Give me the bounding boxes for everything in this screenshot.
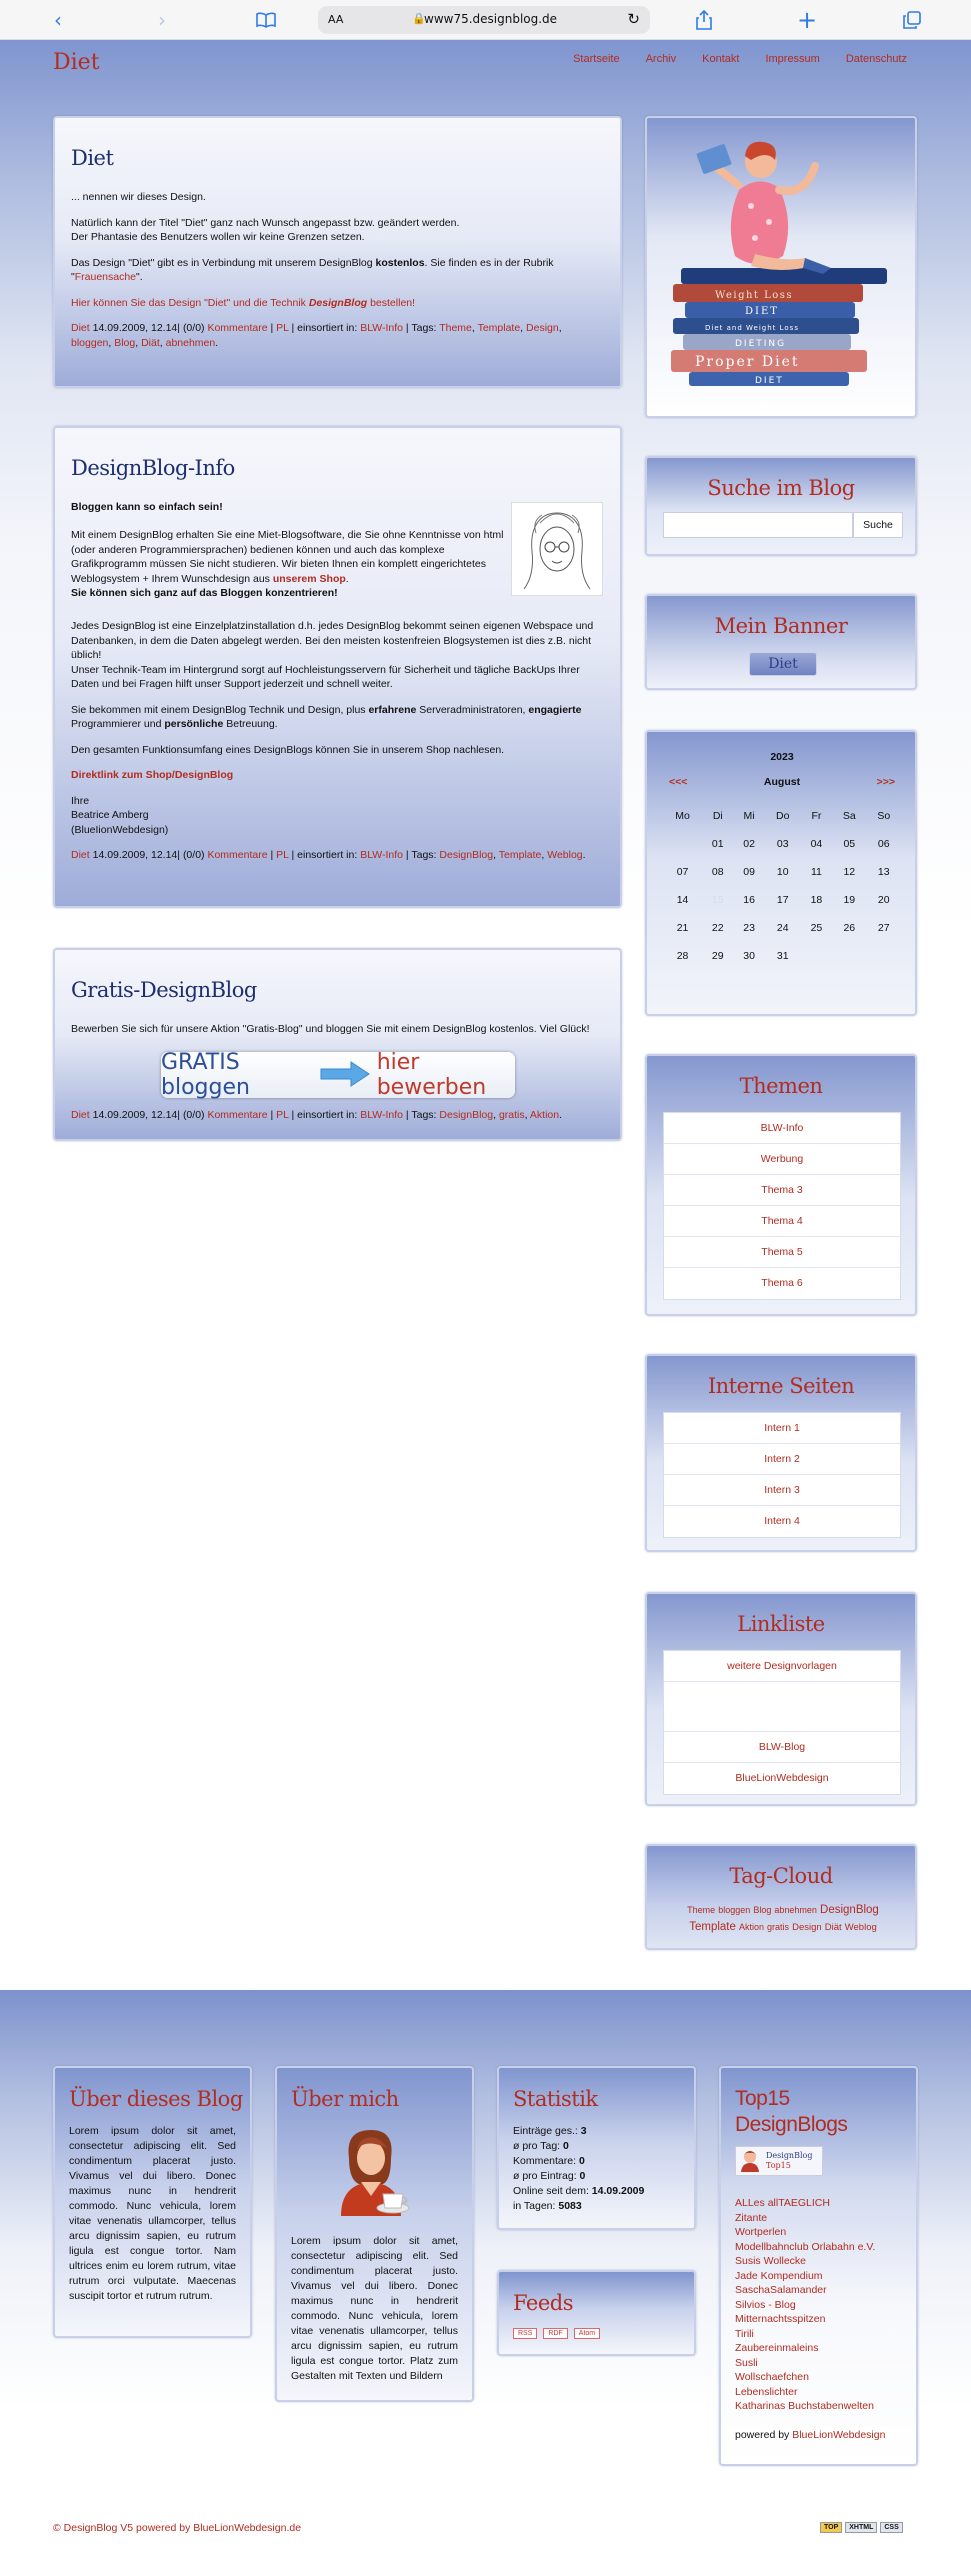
book-title: DIETING xyxy=(735,339,787,349)
weekday-label: Sa xyxy=(842,810,856,822)
post-body-3 xyxy=(71,619,601,863)
calendar-next-button[interactable]: >>> xyxy=(876,776,895,788)
calendar-day xyxy=(832,942,866,970)
nav-datenschutz[interactable]: Datenschutz xyxy=(845,53,907,65)
text-span: bestellen! xyxy=(367,296,416,309)
post-paragraph: ... nennen wir dieses Design. xyxy=(71,191,206,203)
text-span: Serveradministratoren, xyxy=(416,703,529,716)
top15-logo-line: DesignBlog xyxy=(766,2151,813,2160)
tag-link[interactable]: abnehmen xyxy=(165,336,216,349)
top15-item[interactable]: Tirili xyxy=(735,2327,754,2340)
post-title[interactable]: Diet xyxy=(71,146,114,170)
calendar-month-row xyxy=(663,768,901,796)
about-blog-panel xyxy=(53,2066,252,2338)
stat-row xyxy=(513,2154,688,2169)
back-chevron-icon[interactable]: ‹ xyxy=(54,8,62,32)
post-body xyxy=(71,190,601,350)
top15-item[interactable]: Susis Wollecke xyxy=(735,2255,806,2267)
tag-link[interactable]: Template xyxy=(477,322,521,334)
nav-kontakt[interactable]: Kontakt xyxy=(702,53,740,65)
calendar-month: August xyxy=(763,776,801,788)
hero-illustration-panel xyxy=(645,116,917,418)
tag-cloud xyxy=(655,1902,911,1936)
meta-category-prefix: | einsortiert in: xyxy=(291,849,358,861)
themen-item[interactable]: Thema 6 xyxy=(761,1277,803,1289)
sketch-portrait-image xyxy=(511,502,603,596)
calendar-week xyxy=(663,858,901,886)
book-title: Proper Diet xyxy=(695,354,800,370)
stat-value: 0 xyxy=(579,2170,586,2182)
post-body-2 xyxy=(71,528,509,612)
post-paragraph: Den gesamten Funktionsumfang eines DesignBlogs können Sie in unserem Shop nachlesen. xyxy=(71,743,505,756)
tag-link[interactable]: bloggen xyxy=(71,336,109,349)
cloud-tag[interactable]: abnehmen xyxy=(774,1905,817,1915)
calendar-day: 19 xyxy=(843,894,856,906)
calendar-day: 30 xyxy=(743,950,755,962)
site-brand[interactable]: Diet xyxy=(53,50,100,75)
post-diet xyxy=(53,116,622,388)
cloud-tag[interactable]: DesignBlog xyxy=(820,1904,879,1916)
avatar-woman-coffee-image xyxy=(331,2124,415,2220)
calendar-day: 13 xyxy=(877,866,890,878)
stats-panel xyxy=(497,2066,696,2230)
post-paragraph: Natürlich kann der Titel "Diet" ganz nach Wunsch angepasst bzw. geändert werden. xyxy=(71,216,460,229)
themen-list xyxy=(663,1112,901,1300)
browser-toolbar xyxy=(0,0,971,40)
banner-badge-text: Diet xyxy=(768,656,798,672)
top15-item[interactable]: Wollschaefchen xyxy=(735,2371,809,2383)
calendar-week xyxy=(663,886,901,914)
text-span: . xyxy=(345,572,349,585)
top-badge[interactable]: TOP xyxy=(820,2522,842,2533)
text-span: Mit einem DesignBlog erhalten Sie eine Miet-Blogsoftware, die Sie ohne Kenntnisse von html (oder anderen Programmiersprachen) bedienen können und auch das komplexe Grafikprogramm müssen Sie nicht studieren. Wir bieten Ihnen ein komplett eingerichtetes Weblogsystem + Ihrem Wunschdesign aus xyxy=(71,529,504,585)
post-paragraph xyxy=(71,256,601,285)
xhtml-badge[interactable]: XHTML xyxy=(845,2522,877,2533)
post-paragraph: Jedes DesignBlog ist eine Einzelplatzinstallation d.h. jedes DesignBlog bekommt seinen eigenen Webspace und Datenbanken, in dem die Daten abgelegt werden. Bei den meisten kostenfreien Blogsystemen ist dies z.B. nicht üblich! xyxy=(71,620,594,661)
calendar-day xyxy=(663,830,702,858)
weekday-label: Mi xyxy=(743,810,755,822)
calendar-day: 27 xyxy=(877,922,890,934)
shop-link[interactable]: unserem Shop xyxy=(272,572,346,585)
meta-date: 14.09.2009, 12.14 xyxy=(92,322,178,334)
tag-link[interactable]: Theme xyxy=(439,322,472,334)
top15-logo[interactable] xyxy=(735,2146,823,2176)
calendar-day: 12 xyxy=(843,866,856,878)
stat-value: 3 xyxy=(580,2125,587,2137)
about-me-panel xyxy=(275,2066,474,2402)
designblog-emphasis: DesignBlog xyxy=(308,296,368,309)
cloud-tag[interactable]: Diät xyxy=(824,1922,842,1933)
meta-author-link[interactable]: Diet xyxy=(71,849,90,861)
nav-impressum[interactable]: Impressum xyxy=(765,53,820,65)
link-item[interactable]: weitere Designvorlagen xyxy=(727,1660,837,1672)
stat-label: in Tagen: xyxy=(513,2200,556,2212)
top15-logo-text xyxy=(766,2151,812,2171)
calendar-day: 17 xyxy=(776,894,789,906)
weekday-label: Fr xyxy=(811,810,822,822)
feeds-panel xyxy=(497,2270,696,2356)
link-list xyxy=(663,1650,901,1795)
top15-title-line: Top15 xyxy=(735,2087,790,2110)
calendar-weekdays xyxy=(663,802,901,830)
post-paragraph: Bewerben Sie sich für unsere Aktion "Gratis-Blog" und bloggen Sie mit einem DesignBlog kostenlos. Viel Glück! xyxy=(71,1023,590,1035)
widget-title: Suche im Blog xyxy=(707,476,855,500)
meta-permalink[interactable]: PL xyxy=(276,322,289,334)
linkliste-widget xyxy=(645,1592,917,1806)
share-icon[interactable] xyxy=(690,6,718,34)
gratis-banner[interactable] xyxy=(161,1052,515,1098)
validator-badges xyxy=(820,2522,903,2533)
calendar-day: 26 xyxy=(843,922,856,934)
order-link[interactable] xyxy=(71,296,601,311)
themen-item[interactable]: Thema 5 xyxy=(761,1246,803,1258)
bookmarks-book-icon[interactable] xyxy=(252,6,280,34)
meta-comments-link[interactable]: Kommentare xyxy=(207,849,268,861)
meta-permalink[interactable]: PL xyxy=(276,1109,289,1121)
meta-comment-count: (0/0) xyxy=(182,1109,205,1121)
tag-link[interactable]: Design xyxy=(526,322,559,334)
meta-permalink[interactable]: PL xyxy=(276,849,289,861)
css-badge[interactable]: CSS xyxy=(880,2522,902,2533)
book-title: Diet and Weight Loss xyxy=(705,324,799,332)
new-tab-plus-icon[interactable]: + xyxy=(796,6,818,34)
stat-row xyxy=(513,2124,688,2139)
bold-text: Sie können sich ganz auf das Bloggen konzentrieren! xyxy=(71,587,338,599)
calendar-widget xyxy=(645,730,917,1016)
top15-item[interactable]: SaschaSalamander xyxy=(735,2284,827,2296)
text-span: . Sie finden es in der Rubrik " xyxy=(71,256,554,283)
calendar-day: 29 xyxy=(711,950,724,962)
calendar-week xyxy=(663,914,901,942)
signature xyxy=(71,794,601,838)
calendar-day: 02 xyxy=(743,838,755,850)
text-size-button[interactable]: AA xyxy=(328,13,344,26)
text-span: Hier können Sie das Design "Diet" und die Technik xyxy=(71,296,309,309)
weekday-label: Di xyxy=(712,810,723,822)
text-span: Das Design "Diet" gibt es in Verbindung mit unserem DesignBlog xyxy=(71,256,376,269)
about-text: Lorem ipsum dolor sit amet, consectetur adipiscing elit. Sed condimentum placerat justo. Vivamus vel dui libero. Donec maximus nunc in hendrerit commodo. Nunc vehicula, lorem vitae venenatis ullamcorper, tellus arcu dignissim sapien, eu rutrum ligula est congue tortor. Nam ultrices enim eu lorem rutrum, vitae rutrum orci vulputate. Maecenas suscipit tortor et rutrum rutrum. xyxy=(69,2125,236,2302)
stat-label: Online seit dem: xyxy=(513,2185,589,2197)
intern-item[interactable]: Intern 4 xyxy=(764,1515,800,1527)
calendar-day: 25 xyxy=(810,922,823,934)
stat-row xyxy=(513,2139,688,2154)
bold-kostenlos: kostenlos xyxy=(375,256,425,269)
calendar-day: 22 xyxy=(711,922,724,934)
search-button[interactable]: Suche xyxy=(853,512,903,538)
meta-category-prefix: | einsortiert in: xyxy=(291,1109,358,1121)
calendar-day: 18 xyxy=(810,894,823,906)
banner-left-text: GRATIS bloggen xyxy=(161,1050,250,1100)
book-title: DIET xyxy=(745,306,779,317)
calendar-day: 06 xyxy=(877,838,890,850)
footer-title: Feeds xyxy=(513,2291,573,2315)
tag-link[interactable]: Blog xyxy=(114,336,136,349)
calendar-day: 01 xyxy=(711,838,724,850)
top15-item[interactable]: Jade Kompendium xyxy=(735,2269,823,2282)
post-meta: Diet 14.09.2009, 12.14| (0/0) Kommentare | PL | einsortiert in: BLW-Info | Tags: Theme, Template, Design, bloggen, Blog, Diät, abnehmen. xyxy=(71,322,562,349)
reload-icon[interactable]: ↻ xyxy=(627,10,640,28)
post-body xyxy=(71,500,509,526)
top15-item[interactable]: Lebenslichter xyxy=(735,2385,798,2398)
top15-item[interactable]: Silvios - Blog xyxy=(735,2298,796,2311)
stat-label: ø pro Tag: xyxy=(513,2140,561,2152)
top15-item[interactable]: Zaubereinmaleins xyxy=(735,2342,819,2354)
tag-link[interactable]: Weblog xyxy=(547,849,583,861)
book-title: DIET xyxy=(755,376,784,386)
calendar-day: 28 xyxy=(676,950,689,962)
book-title: Weight Loss xyxy=(715,290,794,301)
post-title[interactable]: Gratis-DesignBlog xyxy=(71,978,257,1002)
bold-text: erfahrene xyxy=(368,703,417,716)
stat-row xyxy=(513,2169,688,2184)
text-span: Sie bekommen mit einem DesignBlog Technik und Design, plus xyxy=(71,703,369,716)
meta-comments-link[interactable]: Kommentare xyxy=(207,322,268,334)
meta-category-link[interactable]: BLW-Info xyxy=(360,1109,403,1121)
calendar-prev-button[interactable]: <<< xyxy=(669,776,688,788)
footer-title: Statistik xyxy=(513,2087,598,2111)
meta-category-link[interactable]: BLW-Info xyxy=(360,322,403,334)
themen-item[interactable]: Werbung xyxy=(760,1153,804,1165)
text-span: ". xyxy=(136,271,143,283)
tag-cloud-widget xyxy=(645,1844,917,1950)
rss-feed-button[interactable]: RSS xyxy=(513,2328,537,2339)
intern-widget xyxy=(645,1354,917,1552)
meta-date: 14.09.2009, 12.14 xyxy=(92,849,178,861)
post-lead: Bloggen kann so einfach sein! xyxy=(71,501,223,513)
tabs-overview-icon[interactable] xyxy=(898,6,926,34)
arrow-right-icon xyxy=(319,1060,371,1091)
search-input[interactable] xyxy=(663,512,853,538)
calendar-day: 09 xyxy=(743,866,755,878)
calendar-day: 31 xyxy=(776,950,789,962)
meta-category-link[interactable]: BLW-Info xyxy=(360,849,403,861)
top15-item[interactable]: ALLes allTAEGLICH xyxy=(735,2197,830,2209)
search-widget xyxy=(645,456,917,556)
url-text: www75.designblog.de xyxy=(424,12,558,26)
powered-by-link[interactable]: BlueLionWebdesign xyxy=(792,2428,886,2441)
meta-category-prefix: | einsortiert in: xyxy=(291,322,358,334)
post-meta: Diet 14.09.2009, 12.14| (0/0) Kommentare | PL | einsortiert in: BLW-Info | Tags: DesignBlog, Template, Weblog. xyxy=(71,849,586,861)
nav-startseite[interactable]: Startseite xyxy=(573,53,620,65)
calendar-week xyxy=(663,830,901,858)
calendar-day: 04 xyxy=(810,838,823,850)
cloud-tag[interactable]: bloggen xyxy=(718,1905,751,1915)
calendar-day: 24 xyxy=(776,922,789,934)
bold-text: engagierte xyxy=(528,703,582,716)
calendar-day: 03 xyxy=(776,838,789,850)
calendar xyxy=(663,746,901,970)
calendar-year: 2023 xyxy=(770,751,794,763)
meta-author-link[interactable]: Diet xyxy=(71,1109,90,1121)
top-navigation xyxy=(573,53,907,65)
woman-on-books-illustration xyxy=(655,126,911,410)
post-title[interactable]: DesignBlog-Info xyxy=(71,456,235,480)
calendar-day: 05 xyxy=(843,838,856,850)
widget-title: Tag-Cloud xyxy=(729,1864,833,1888)
banner-badge[interactable] xyxy=(749,652,817,676)
meta-tags-prefix: | Tags: xyxy=(405,1109,437,1121)
footer-title xyxy=(735,2086,847,2138)
cloud-tag[interactable]: Blog xyxy=(753,1905,772,1915)
stat-label: ø pro Eintrag: xyxy=(513,2170,577,2182)
link-item[interactable]: BlueLionWebdesign xyxy=(735,1772,829,1784)
intern-item[interactable]: Intern 3 xyxy=(764,1484,800,1496)
calendar-day: 10 xyxy=(776,866,789,878)
themen-item[interactable]: Thema 3 xyxy=(761,1184,803,1196)
calendar-day: 16 xyxy=(743,894,755,906)
meta-tags-prefix: | Tags: xyxy=(405,322,437,334)
calendar-day xyxy=(801,942,832,970)
top15-item[interactable]: Mitternachtsspitzen xyxy=(735,2313,826,2325)
meta-date: 14.09.2009, 12.14 xyxy=(92,1109,178,1121)
meta-comments-link[interactable]: Kommentare xyxy=(207,1109,268,1121)
top15-item[interactable]: Modellbahnclub Orlabahn e.V. xyxy=(735,2240,876,2253)
signature-line: Beatrice Amberg xyxy=(71,809,149,821)
calendar-day: 20 xyxy=(877,894,890,906)
intern-list xyxy=(663,1412,901,1538)
atom-feed-button[interactable]: Atom xyxy=(574,2328,600,2339)
banner-widget xyxy=(645,594,917,690)
themen-item[interactable]: Thema 4 xyxy=(761,1215,803,1227)
themen-item[interactable]: BLW-Info xyxy=(760,1122,804,1134)
rdf-feed-button[interactable]: RDF xyxy=(543,2328,567,2339)
link-item[interactable]: BLW-Blog xyxy=(758,1741,806,1753)
cloud-tag[interactable]: Weblog xyxy=(844,1922,877,1933)
address-bar[interactable] xyxy=(318,6,650,34)
post-paragraph: Der Phantasie des Benutzers wollen wir keine Grenzen setzen. xyxy=(71,231,365,243)
signature-line: Ihre xyxy=(71,794,90,807)
widget-title: Themen xyxy=(739,1074,823,1098)
weekday-label: Do xyxy=(776,810,790,822)
stat-label: Kommentare: xyxy=(513,2155,577,2167)
cloud-tag[interactable]: Design xyxy=(792,1922,822,1933)
calendar-day: 07 xyxy=(676,866,689,878)
cloud-tag[interactable]: Theme xyxy=(687,1905,716,1915)
copyright-link[interactable]: © DesignBlog V5 powered by BlueLionWebdesign.de xyxy=(53,2522,302,2534)
meta-tags-prefix: | Tags: xyxy=(405,849,437,861)
post-designblog-info xyxy=(53,426,622,908)
post-paragraph xyxy=(71,703,601,732)
top15-avatar-icon xyxy=(738,2148,762,2175)
nav-archiv[interactable]: Archiv xyxy=(645,53,677,65)
top15-panel xyxy=(719,2066,918,2466)
top15-item[interactable]: Zitante xyxy=(735,2211,768,2224)
calendar-day: 11 xyxy=(810,866,822,878)
top15-title-line: DesignBlogs xyxy=(735,2113,848,2136)
calendar-day: 08 xyxy=(711,866,724,878)
meta-comment-count: (0/0) xyxy=(182,849,205,861)
feed-buttons xyxy=(513,2328,600,2339)
text-span: Betreuung. xyxy=(223,718,278,730)
cloud-tag[interactable]: Aktion xyxy=(738,1922,764,1932)
intern-item[interactable]: Intern 2 xyxy=(764,1453,800,1465)
cloud-tag[interactable]: gratis xyxy=(767,1922,790,1932)
banner-right-text: hier bewerben xyxy=(376,1050,487,1100)
calendar-week xyxy=(663,942,901,970)
weekday-label: Mo xyxy=(675,810,690,822)
forward-chevron-icon[interactable]: › xyxy=(158,8,166,32)
calendar-day-today: 15 xyxy=(711,894,724,906)
bold-text: persönliche xyxy=(164,718,224,730)
post-meta: Diet 14.09.2009, 12.14| (0/0) Kommentare | PL | einsortiert in: BLW-Info | Tags: DesignBlog, gratis, Aktion. xyxy=(71,1109,563,1121)
top15-item[interactable]: Susli xyxy=(735,2356,758,2369)
top15-logo-line: Top15 xyxy=(766,2161,791,2170)
about-me-text: Lorem ipsum dolor sit amet, consectetur adipiscing elit. Sed condimentum placerat justo. Vivamus vel dui libero. Donec maximus nunc in hendrerit commodo. Nunc vehicula, lorem vitae venenatis ullamcorper, tellus arcu dignissim sapien, eu rutrum ligula est congue tortor. Platz zum Gestalten mit Texten und Bildern xyxy=(291,2235,458,2382)
cloud-tag[interactable]: Template xyxy=(689,1921,736,1933)
tag-link[interactable]: Diät xyxy=(141,336,160,349)
stat-value: 0 xyxy=(578,2155,585,2167)
calendar-day: 21 xyxy=(676,922,689,934)
powered-by-prefix: powered by xyxy=(735,2428,790,2441)
meta-comment-count: (0/0) xyxy=(182,322,205,334)
tag-link[interactable]: Template xyxy=(498,849,542,861)
stat-row xyxy=(513,2184,688,2199)
calendar-day: 23 xyxy=(743,922,755,934)
direct-shop-link[interactable]: Direktlink zum Shop/DesignBlog xyxy=(71,769,234,781)
stat-value: 0 xyxy=(563,2140,569,2152)
top15-item[interactable]: Katharinas Buchstabenwelten xyxy=(735,2400,874,2412)
widget-title: Linkliste xyxy=(737,1612,825,1636)
footer-title: Über mich xyxy=(291,2087,399,2111)
widget-title: Mein Banner xyxy=(714,614,848,638)
weekday-label: So xyxy=(877,810,891,822)
stats-list xyxy=(513,2124,688,2214)
top15-list xyxy=(735,2196,915,2442)
post-paragraph xyxy=(71,528,509,586)
stat-label: Einträge ges.: xyxy=(513,2125,578,2137)
stat-row xyxy=(513,2199,688,2214)
lock-icon: 🔒 xyxy=(412,12,426,25)
themen-widget xyxy=(645,1054,917,1316)
meta-author-link[interactable]: Diet xyxy=(71,322,90,334)
text-span: Programmierer und xyxy=(71,718,165,730)
signature-line: (BlueIionWebdesign) xyxy=(71,823,169,836)
intern-item[interactable]: Intern 1 xyxy=(764,1422,800,1434)
powered-by xyxy=(735,2428,915,2443)
stat-value: 5083 xyxy=(558,2200,582,2212)
tag-link[interactable]: DesignBlog xyxy=(439,849,494,861)
widget-title: Interne Seiten xyxy=(707,1374,855,1398)
top15-item[interactable]: Wortperlen xyxy=(735,2226,787,2238)
link-frauensache[interactable]: Frauensache xyxy=(74,271,137,283)
tag-link[interactable]: gratis xyxy=(498,1109,525,1121)
calendar-day: 14 xyxy=(676,894,689,906)
calendar-day xyxy=(867,942,901,970)
post-gratis-designblog xyxy=(53,948,622,1141)
tag-link[interactable]: DesignBlog xyxy=(439,1109,494,1121)
footer-title: Über dieses Blog xyxy=(69,2087,243,2111)
stat-value: 14.09.2009 xyxy=(591,2185,645,2197)
calendar-grid xyxy=(663,802,901,970)
post-paragraph: Unser Technik-Team im Hintergrund sorgt auf Hochleistungsservern für Sicherheit und tägliche BackUps Ihrer Daten und bei Fragen hilft unser Support jederzeit und schnell weiter. xyxy=(71,663,580,690)
tag-link[interactable]: Aktion xyxy=(529,1109,560,1121)
